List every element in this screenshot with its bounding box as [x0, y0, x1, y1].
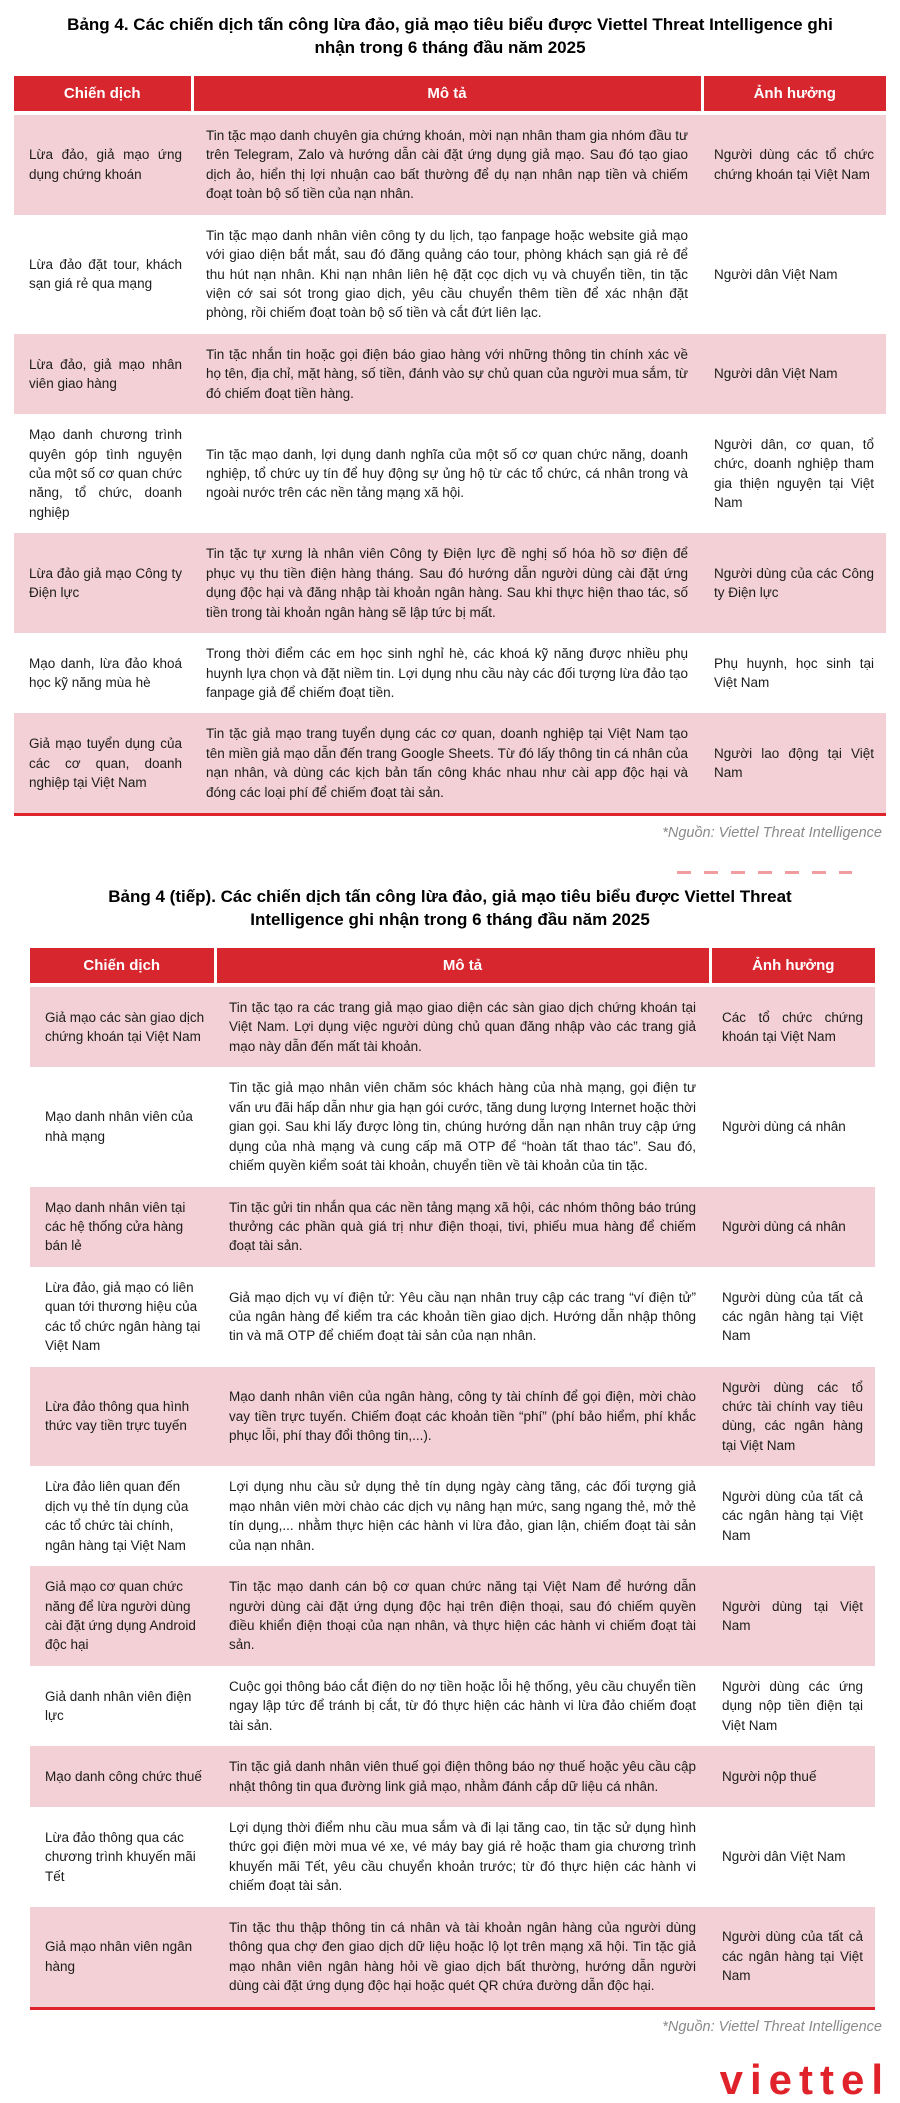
impact-cell: Người lao động tại Việt Nam: [702, 713, 886, 814]
table2-header-impact: Ảnh hưởng: [710, 948, 875, 985]
table-row: [14, 334, 886, 414]
description-cell: Tin tặc gửi tin nhắn qua các nền tảng mạng xã hội, các nhóm thông báo trúng thưởng các phần quà giá trị như điện thoại, tivi, phiếu mua hàng để chiếm đoạt tài sản.: [215, 1187, 710, 1267]
impact-cell: Phụ huynh, học sinh tại Việt Nam: [702, 633, 886, 713]
description-cell: Cuộc gọi thông báo cắt điện do nợ tiền hoặc lỗi hệ thống, yêu cầu chuyển tiền ngay lập tức để tránh bị cắt, từ đó thực hiện các hành vi lừa đảo chiếm đoạt tài sản.: [215, 1666, 710, 1746]
impact-cell: Người dùng các ứng dụng nộp tiền điện tại Việt Nam: [710, 1666, 875, 1746]
table-row: [30, 1666, 875, 1746]
campaign-cell: Giả mạo nhân viên ngân hàng: [30, 1907, 215, 2008]
impact-cell: Người dùng các tổ chức tài chính vay tiêu dùng, các ngân hàng tại Việt Nam: [710, 1367, 875, 1467]
impact-cell: Người nộp thuế: [710, 1746, 875, 1807]
impact-cell: Người dùng các tổ chức chứng khoán tại Việt Nam: [702, 113, 886, 215]
table1-title: Bảng 4. Các chiến dịch tấn công lừa đảo, giả mạo tiêu biểu được Viettel Threat Intelligence ghi nhận trong 6 tháng đầu năm 2025: [67, 15, 833, 57]
impact-cell: Người dân, cơ quan, tổ chức, doanh nghiệp tham gia thiện nguyện tại Việt Nam: [702, 414, 886, 533]
faint-logo-remnant: [677, 871, 852, 874]
description-cell: Giả mạo dịch vụ ví điện tử: Yêu cầu nạn nhân truy cập các trang “ví điện tử” của ngân hàng để kiểm tra các khoản tiền giao dịch. Hướng dẫn nhập thông tin và mã OTP để chiếm đoạt tài sản của nạn nhân.: [215, 1267, 710, 1367]
description-cell: Lợi dụng thời điểm nhu cầu mua sắm và đi lại tăng cao, tin tặc sử dụng hình thức gọi điện mời mua vé xe, vé máy bay giá rẻ hoặc tham gia chương trình khuyến mãi Tết, yêu cầu chuyển khoản trước; từ đó thực hiện các hành vi chiếm đoạt tài sản.: [215, 1807, 710, 1907]
campaign-cell: Mạo danh nhân viên tại các hệ thống cửa hàng bán lẻ: [30, 1187, 215, 1267]
viettel-logo-text: viettel: [719, 2055, 890, 2103]
campaign-cell: Lừa đảo, giả mạo ứng dụng chứng khoán: [14, 113, 192, 215]
table2-fraud-campaigns: [30, 948, 875, 2010]
impact-cell: Người dùng của tất cả các ngân hàng tại Việt Nam: [710, 1907, 875, 2008]
table-row: [14, 113, 886, 215]
table-row: [14, 414, 886, 533]
table2-header-description: Mô tả: [215, 948, 710, 985]
table-row: [30, 1367, 875, 1467]
impact-cell: Người dân Việt Nam: [702, 215, 886, 334]
table-row: [14, 215, 886, 334]
description-cell: Tin tặc giả mạo nhân viên chăm sóc khách hàng của nhà mạng, gọi điện tư vấn ưu đãi hấp dẫn như gia hạn gói cước, tăng dung lượng Internet hoặc thời gian gọi. Sau khi lấy được lòng tin, chúng hướng dẫn nạn nhân truy cập ứng dụng của nhà mạng và cung cấp mã OTP để “hoàn tất thao tác”. Sau đó, chiếm quyền kiểm soát tài khoản, chuyển tiền về tài khoản của tin tặc.: [215, 1067, 710, 1186]
impact-cell: Người dùng của tất cả các ngân hàng tại Việt Nam: [710, 1466, 875, 1566]
table1-fraud-campaigns: [14, 76, 886, 816]
description-cell: Tin tặc mạo danh chuyên gia chứng khoán, mời nạn nhân tham gia nhóm đầu tư trên Telegram, Zalo và hướng dẫn cài đặt ứng dụng giả mạo. Sau đó tạo giao dịch ảo, hiển thị lợi nhuận cao bất thường để dụ nạn nhân nạp tiền và chiếm đoạt toàn bộ số tiền của nạn nhân.: [192, 113, 702, 215]
table-row: [14, 633, 886, 713]
table-row: [14, 713, 886, 814]
impact-cell: Người dân Việt Nam: [710, 1807, 875, 1907]
table-row: [30, 1807, 875, 1907]
table1-header-impact: Ảnh hưởng: [702, 76, 886, 113]
impact-cell: Người dùng tại Việt Nam: [710, 1566, 875, 1666]
campaign-cell: Lừa đảo, giả mạo nhân viên giao hàng: [14, 334, 192, 414]
description-cell: Tin tặc mạo danh nhân viên công ty du lịch, tạo fanpage hoặc website giả mạo với giao diện bắt mắt, sau đó đăng quảng cáo tour, phòng khách sạn giá rẻ để thu hút nạn nhân. Khi nạn nhân liên hệ đặt cọc dịch vụ và chuyển tiền, tin tặc viện cớ sai sót trong giao dịch, yêu cầu chuyển thêm tiền để xác nhận đặt phòng, rồi chiếm đoạt toàn bộ số tiền và cắt đứt liên lạc.: [192, 215, 702, 334]
source-note-1: *Nguồn: Viettel Threat Intelligence: [662, 825, 882, 842]
campaign-cell: Mạo danh, lừa đảo khoá học kỹ năng mùa hè: [14, 633, 192, 713]
table-row: [14, 533, 886, 633]
source-note-2: *Nguồn: Viettel Threat Intelligence: [662, 2018, 882, 2035]
impact-cell: Người dùng của các Công ty Điện lực: [702, 533, 886, 633]
campaign-cell: Lừa đảo thông qua hình thức vay tiền trực tuyến: [30, 1367, 215, 1467]
description-cell: Tin tặc tự xưng là nhân viên Công ty Điện lực đề nghị số hóa hồ sơ điện để phục vụ thu tiền điện hàng tháng. Sau đó hướng dẫn người dùng cài đặt ứng dụng độc hại và đăng nhập tài khoản ngân hàng. Sau khi thực hiện thao tác, số tiền trong tài khoản ngân hàng sẽ lập tức bị mất.: [192, 533, 702, 633]
table-row: [30, 1187, 875, 1267]
table2-header-row: [30, 948, 875, 985]
campaign-cell: Lừa đảo giả mạo Công ty Điện lực: [14, 533, 192, 633]
description-cell: Lợi dụng nhu cầu sử dụng thẻ tín dụng ngày càng tăng, các đối tượng giả mạo nhân viên mời chào các dịch vụ nâng hạn mức, sang ngang thẻ, mở thẻ tín dụng,... nhằm thực hiện các hành vi lừa đảo, gian lận, chiếm đoạt tài sản của nạn nhân.: [215, 1466, 710, 1566]
description-cell: Tin tặc thu thập thông tin cá nhân và tài khoản ngân hàng của người dùng thông qua chợ đen giao dịch dữ liệu hoặc lộ lọt trên mạng xã hội. Tin tặc giả mạo nhân viên ngân hàng hỏi về giao dịch bất thường, hướng dẫn người dùng cài đặt ứng dụng độc hại hoặc quét QR chứa đường dẫn độc hại.: [215, 1907, 710, 2008]
description-cell: Tin tặc giả mạo trang tuyển dụng các cơ quan, doanh nghiệp tại Việt Nam tạo tên miền giả mạo dẫn đến trang Google Sheets. Từ đó lấy thông tin cá nhân của nạn nhân, và dùng các kịch bản tấn công khác nhau như cài app độc hại và đóng các loại phí để chiếm đoạt tài sản.: [192, 713, 702, 814]
impact-cell: Các tổ chức chứng khoán tại Việt Nam: [710, 985, 875, 1067]
table1-header-description: Mô tả: [192, 76, 702, 113]
description-cell: Mạo danh nhân viên của ngân hàng, công ty tài chính để gọi điện, mời chào vay tiền trực tuyến. Chiếm đoạt các khoản tiền “phí” (phí bảo hiểm, phí khắc phục lỗi, phí thay đổi thông tin,...).: [215, 1367, 710, 1467]
table-row: [30, 1907, 875, 2008]
table-row: [30, 1566, 875, 1666]
campaign-cell: Mạo danh nhân viên của nhà mạng: [30, 1067, 215, 1186]
campaign-cell: Lừa đảo liên quan đến dịch vụ thẻ tín dụng của các tổ chức tài chính, ngân hàng tại Việt Nam: [30, 1466, 215, 1566]
table1-header-row: [14, 76, 886, 113]
table-row: [30, 985, 875, 1067]
campaign-cell: Lừa đảo đặt tour, khách sạn giá rẻ qua mạng: [14, 215, 192, 334]
description-cell: Tin tặc tạo ra các trang giả mạo giao diện các sàn giao dịch chứng khoán tại Việt Nam. Lợi dụng việc người dùng chủ quan đăng nhập vào các trang giả mạo này dẫn đến mất tài khoản.: [215, 985, 710, 1067]
viettel-logo-partial: [0, 2055, 900, 2103]
campaign-cell: Giả danh nhân viên điện lực: [30, 1666, 215, 1746]
campaign-cell: Mạo danh chương trình quyên góp tình nguyện của một số cơ quan chức năng, tổ chức, doanh nghiệp: [14, 414, 192, 533]
description-cell: Tin tặc giả danh nhân viên thuế gọi điện thông báo nợ thuế hoặc yêu cầu cập nhật thông tin qua đường link giả mạo, nhằm đánh cắp dữ liệu cá nhân.: [215, 1746, 710, 1807]
campaign-cell: Lừa đảo, giả mạo có liên quan tới thương hiệu của các tổ chức ngân hàng tại Việt Nam: [30, 1267, 215, 1367]
campaign-cell: Mạo danh công chức thuế: [30, 1746, 215, 1807]
table-row: [30, 1746, 875, 1807]
campaign-cell: Giả mạo các sàn giao dịch chứng khoán tại Việt Nam: [30, 985, 215, 1067]
impact-cell: Người dùng cá nhân: [710, 1187, 875, 1267]
description-cell: Trong thời điểm các em học sinh nghỉ hè, các khoá kỹ năng được nhiều phụ huynh lựa chọn và đặt niềm tin. Lợi dụng nhu cầu này các đối tượng lừa đảo tạo fanpage giả để chiếm đoạt tiền.: [192, 633, 702, 713]
impact-cell: Người dùng của tất cả các ngân hàng tại Việt Nam: [710, 1267, 875, 1367]
table-row: [30, 1067, 875, 1186]
table2-header-campaign: Chiến dịch: [30, 948, 215, 985]
table2-title: Bảng 4 (tiếp). Các chiến dịch tấn công lừa đảo, giả mạo tiêu biểu được Viettel Threat Intelligence ghi nhận trong 6 tháng đầu năm 2025: [108, 887, 792, 930]
impact-cell: Người dân Việt Nam: [702, 334, 886, 414]
campaign-cell: Giả mạo cơ quan chức năng để lừa người dùng cài đặt ứng dụng Android độc hại: [30, 1566, 215, 1666]
description-cell: Tin tặc mạo danh, lợi dụng danh nghĩa của một số cơ quan chức năng, doanh nghiệp, tổ chức uy tín để huy động sự ủng hộ từ các tổ chức, cá nhân trong và ngoài nước trên các nền tảng mạng xã hội.: [192, 414, 702, 533]
description-cell: Tin tặc nhắn tin hoặc gọi điện báo giao hàng với những thông tin chính xác về họ tên, địa chỉ, mặt hàng, số tiền, đánh vào sự chủ quan của người mua sắm, từ đó chiếm đoạt tiền hàng.: [192, 334, 702, 414]
table-row: [30, 1466, 875, 1566]
impact-cell: Người dùng cá nhân: [710, 1067, 875, 1186]
campaign-cell: Giả mạo tuyển dụng của các cơ quan, doanh nghiệp tại Việt Nam: [14, 713, 192, 814]
description-cell: Tin tặc mạo danh cán bộ cơ quan chức năng tại Việt Nam để hướng dẫn người dùng cài đặt ứng dụng độc hại trên điện thoại, sau đó chiếm quyền điều khiển điện thoại của nạn nhân, và thực hiện các hành vi chiếm đoạt tài sản.: [215, 1566, 710, 1666]
campaign-cell: Lừa đảo thông qua các chương trình khuyến mãi Tết: [30, 1807, 215, 1907]
table-row: [30, 1267, 875, 1367]
table1-header-campaign: Chiến dịch: [14, 76, 192, 113]
